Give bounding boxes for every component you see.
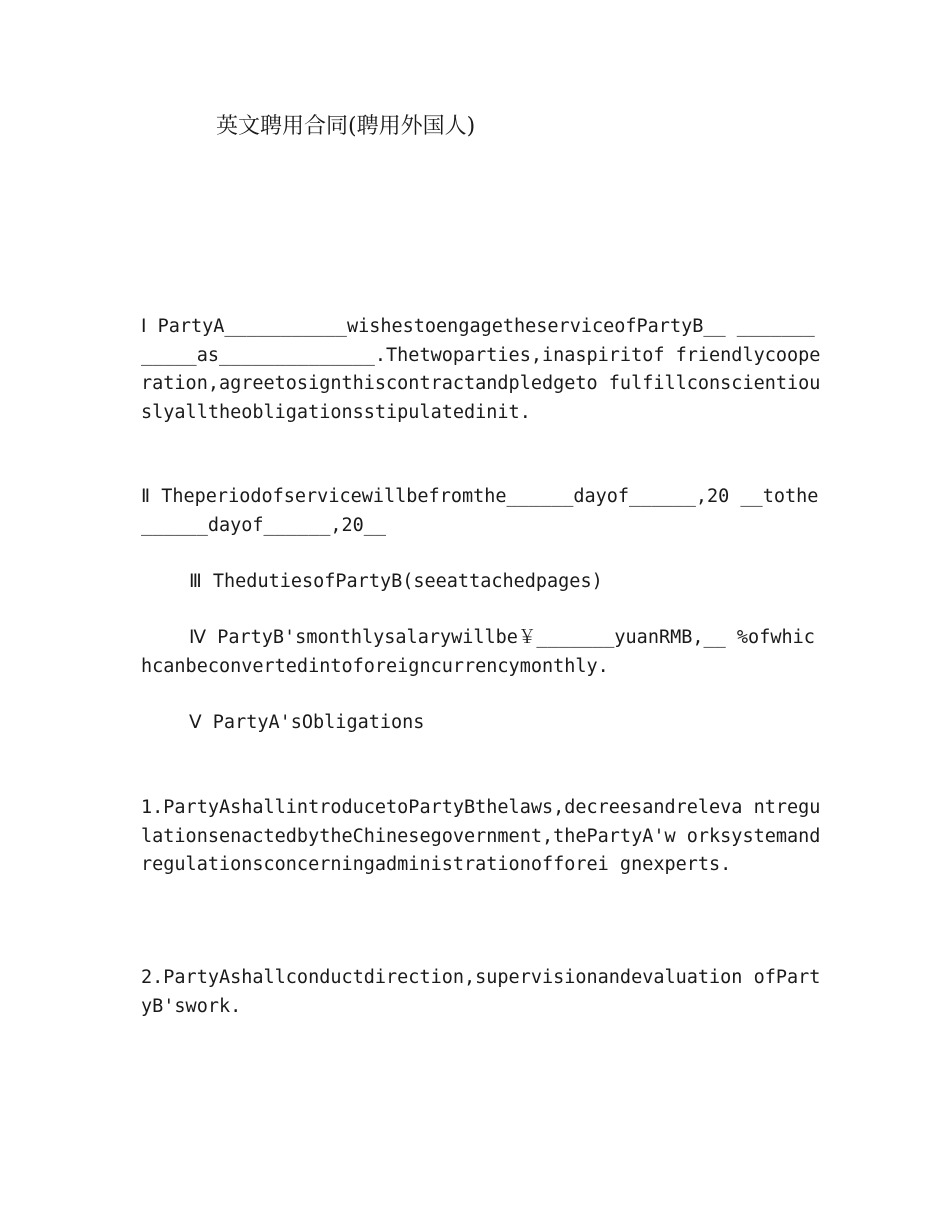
clause-1-engagement: Ⅰ PartyA___________wishestoengagetheserviceofPartyB__ ____________as______________.Thetwoparties,inaspiritof friendlycooperation,agreetosignthiscontractandpledgeto fulfillconscientiouslyalltheobligationsstipulatedinit.	[141, 316, 821, 423]
obligation-2: 2.PartyAshallconductdirection,supervisionandevaluation ofPartyB'swork.	[141, 967, 821, 1017]
obligation-1: 1.PartyAshallintroducetoPartyBthelaws,decreesandreleva ntregulationsenactedbytheChinesegovernment,thePartyA'w orksystemandregulationsconcerningadministrationofforei gnexperts.	[141, 797, 821, 875]
clause-3-duties: Ⅲ ThedutiesofPartyB(seeattachedpages)	[189, 571, 603, 592]
document-title: 英文聘用合同(聘用外国人)	[216, 114, 476, 139]
clause-4-salary: Ⅳ PartyB'smonthlysalarywillbe￥_______yuanRMB,__ %ofwhichcanbeconvertedintoforeigncurrencymonthly.	[141, 627, 815, 677]
clause-5-heading: Ⅴ PartyA'sObligations	[189, 712, 425, 733]
clause-2-service-period: Ⅱ Theperiodofservicewillbefromthe______dayof______,20 __tothe______dayof______,20__	[141, 486, 819, 536]
